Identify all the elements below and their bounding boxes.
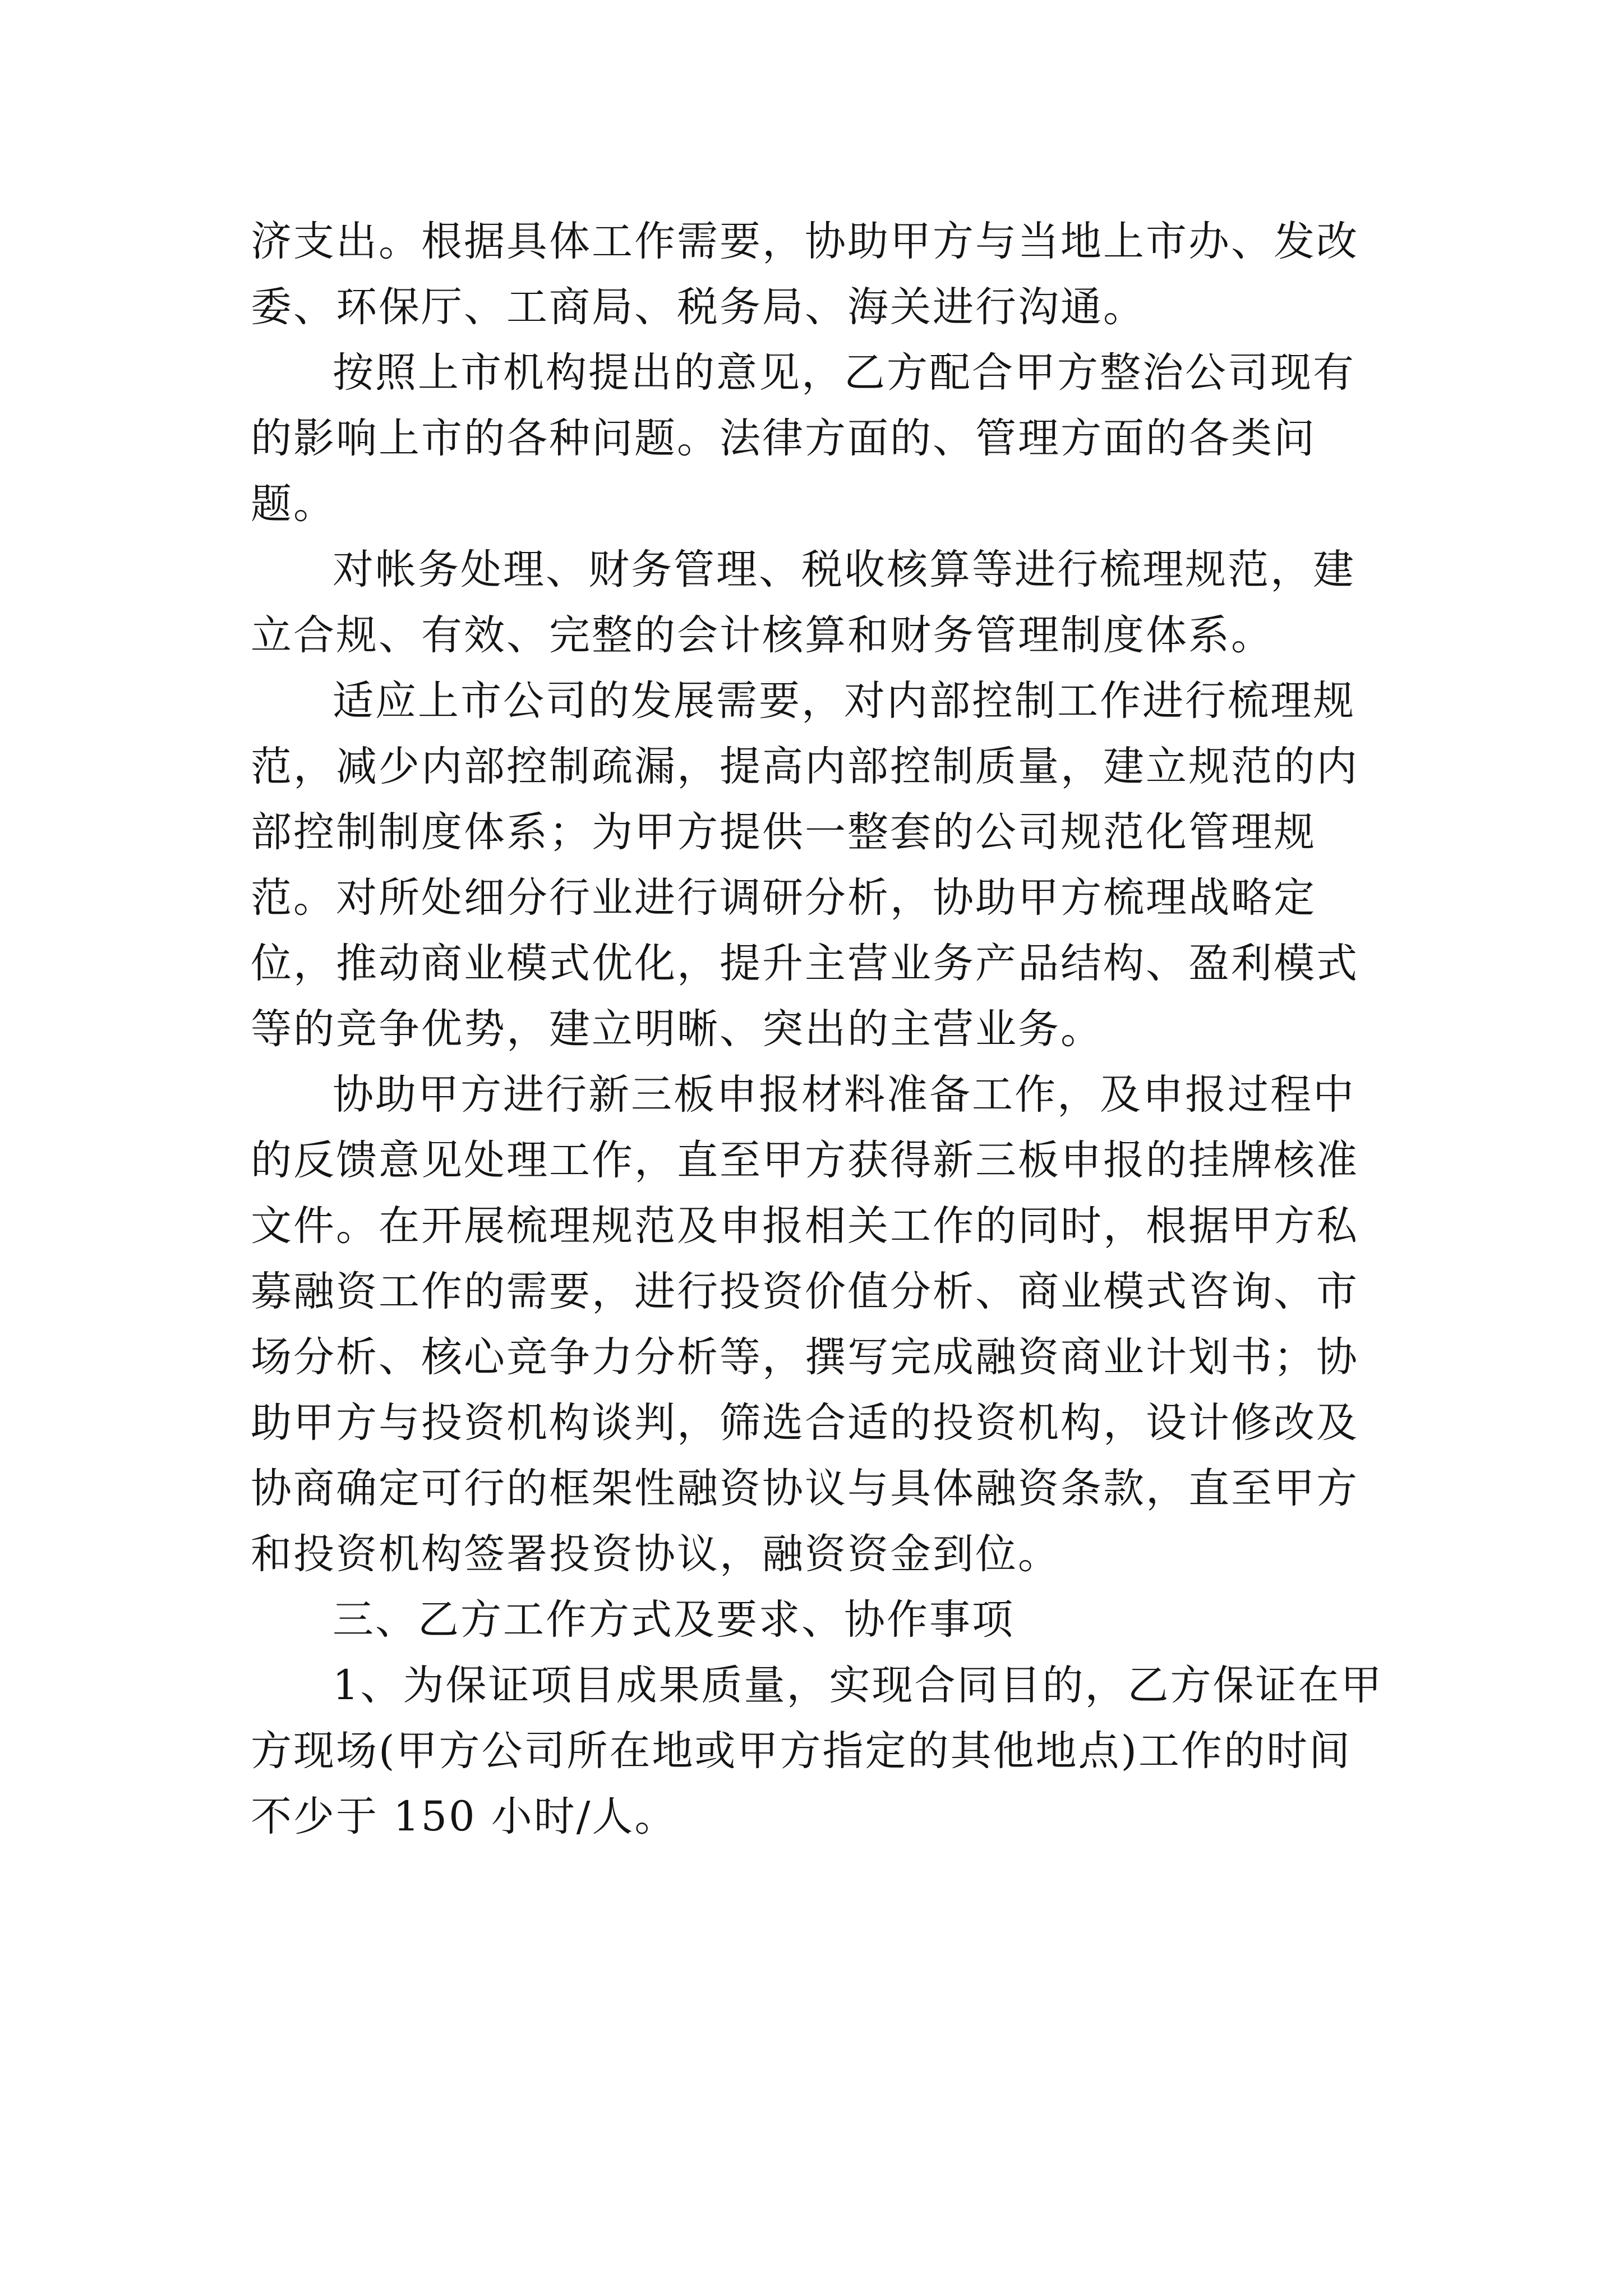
paragraph-3: 对帐务处理、财务管理、税收核算等进行梳理规范，建立合规、有效、完整的会计核算和财务管理制度体系。 [251, 546, 1355, 659]
paragraph-item-1: 1、为保证项目成果质量，实现合同目的，乙方保证在甲方现场(甲方公司所在地或甲方指定的其他地点)工作的时间不少于 150 小时/人。 [251, 1662, 1384, 1841]
paragraph-2: 按照上市机构提出的意见，乙方配合甲方整治公司现有的影响上市的各种问题。法律方面的、管理方面的各类问题。 [251, 349, 1355, 528]
paragraph-5: 协助甲方进行新三板申报材料准备工作，及申报过程中的反馈意见处理工作，直至甲方获得新三板申报的挂牌核准文件。在开展梳理规范及申报相关工作的同时，根据甲方私募融资工作的需要，进行投资价值分析、商业模式咨询、市场分析、核心竞争力分析等，撰写完成融资商业计划书；协助甲方与投资机构谈判，筛选合适的投资机构，设计修改及协商确定可行的框架性融资协议与具体融资条款，直至甲方和投资机构签署投资协议，融资资金到位。 [251, 1071, 1359, 1578]
paragraph-4: 适应上市公司的发展需要，对内部控制工作进行梳理规范，减少内部控制疏漏，提高内部控制质量，建立规范的内部控制制度体系；为甲方提供一整套的公司规范化管理规范。对所处细分行业进行调研分析，协助甲方梳理战略定位，推动商业模式优化，提升主营业务产品结构、盈利模式等的竞争优势，建立明晰、突出的主营业务。 [251, 677, 1359, 1053]
document-body [251, 209, 1384, 1849]
paragraph-1: 济支出。根据具体工作需要，协助甲方与当地上市办、发改委、环保厅、工商局、税务局、海关进行沟通。 [251, 218, 1359, 331]
section-heading-3: 三、乙方工作方式及要求、协作事项 [333, 1596, 1015, 1644]
